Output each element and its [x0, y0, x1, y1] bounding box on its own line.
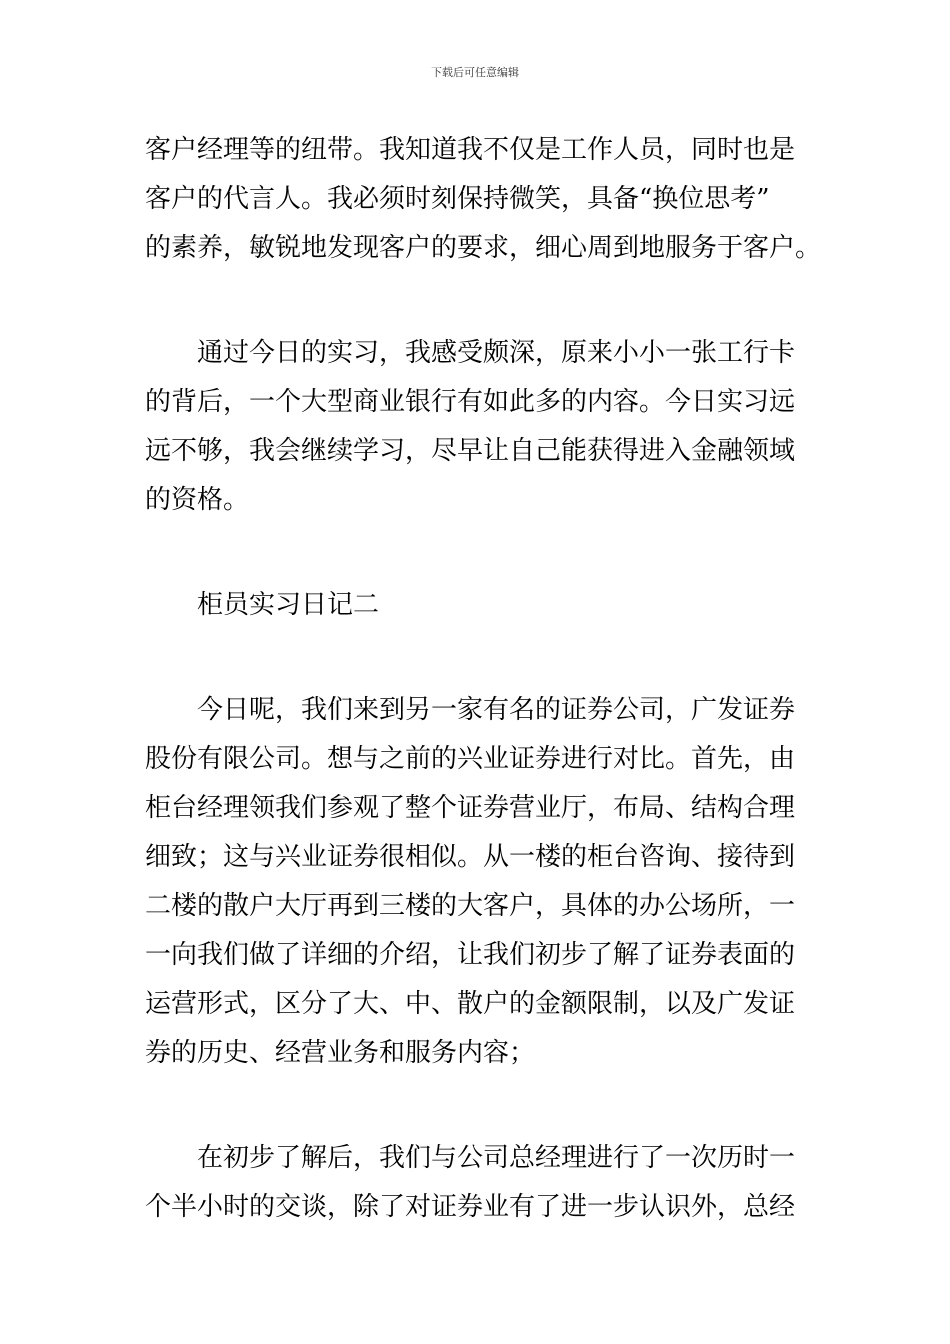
paragraph-gap — [145, 1078, 807, 1134]
paragraph-gap — [145, 273, 807, 329]
section-heading — [145, 581, 807, 630]
text-line: 二楼的散户大厅再到三楼的大客户，具体的办公场所，一 — [145, 891, 796, 921]
text-line: 的背后，一个大型商业银行有如此多的内容。今日实习远 — [145, 387, 796, 417]
paragraph-2 — [145, 329, 807, 525]
text-line: 在初步了解后，我们与公司总经理进行了一次历时一 — [197, 1143, 796, 1173]
text-line: 股份有限公司。想与之前的兴业证券进行对比。首先，由 — [145, 744, 796, 774]
text-line: 个半小时的交谈，除了对证券业有了进一步认识外，总经 — [145, 1192, 796, 1222]
section-title: 柜员实习日记二 — [197, 590, 380, 620]
paragraph-1 — [145, 126, 822, 273]
text-line: 一向我们做了详细的介绍，让我们初步了解了证券表面的 — [145, 940, 796, 970]
text-line: 客户经理等的纽带。我知道我不仅是工作人员，同时也是 — [145, 135, 796, 165]
document-body — [145, 126, 822, 1232]
text-line: 通过今日的实习，我感受颇深，原来小小一张工行卡 — [197, 338, 796, 368]
page-header: 下载后可任意编辑 — [431, 66, 519, 79]
text-line: 今日呢，我们来到另一家有名的证券公司，广发证券 — [197, 695, 796, 725]
paragraph-4 — [145, 1134, 807, 1232]
text-line: 柜台经理领我们参观了整个证券营业厅，布局、结构合理 — [145, 793, 796, 823]
paragraph-gap — [145, 630, 807, 686]
text-line: 券的历史、经营业务和服务内容； — [145, 1038, 536, 1068]
text-line: 远不够，我会继续学习，尽早让自己能获得进入金融领域 — [145, 436, 796, 466]
text-line: 的资格。 — [145, 485, 250, 515]
text-line: 的素养，敏锐地发现客户的要求，细心周到地服务于客户。 — [145, 233, 822, 263]
text-line: 细致；这与兴业证券很相似。从一楼的柜台咨询、接待到 — [145, 842, 796, 872]
text-line: 客户的代言人。我必须时刻保持微笑，具备“换位思考” — [145, 184, 770, 214]
paragraph-3 — [145, 686, 807, 1078]
paragraph-gap — [145, 525, 807, 581]
text-line: 运营形式，区分了大、中、散户的金额限制，以及广发证 — [145, 989, 796, 1019]
